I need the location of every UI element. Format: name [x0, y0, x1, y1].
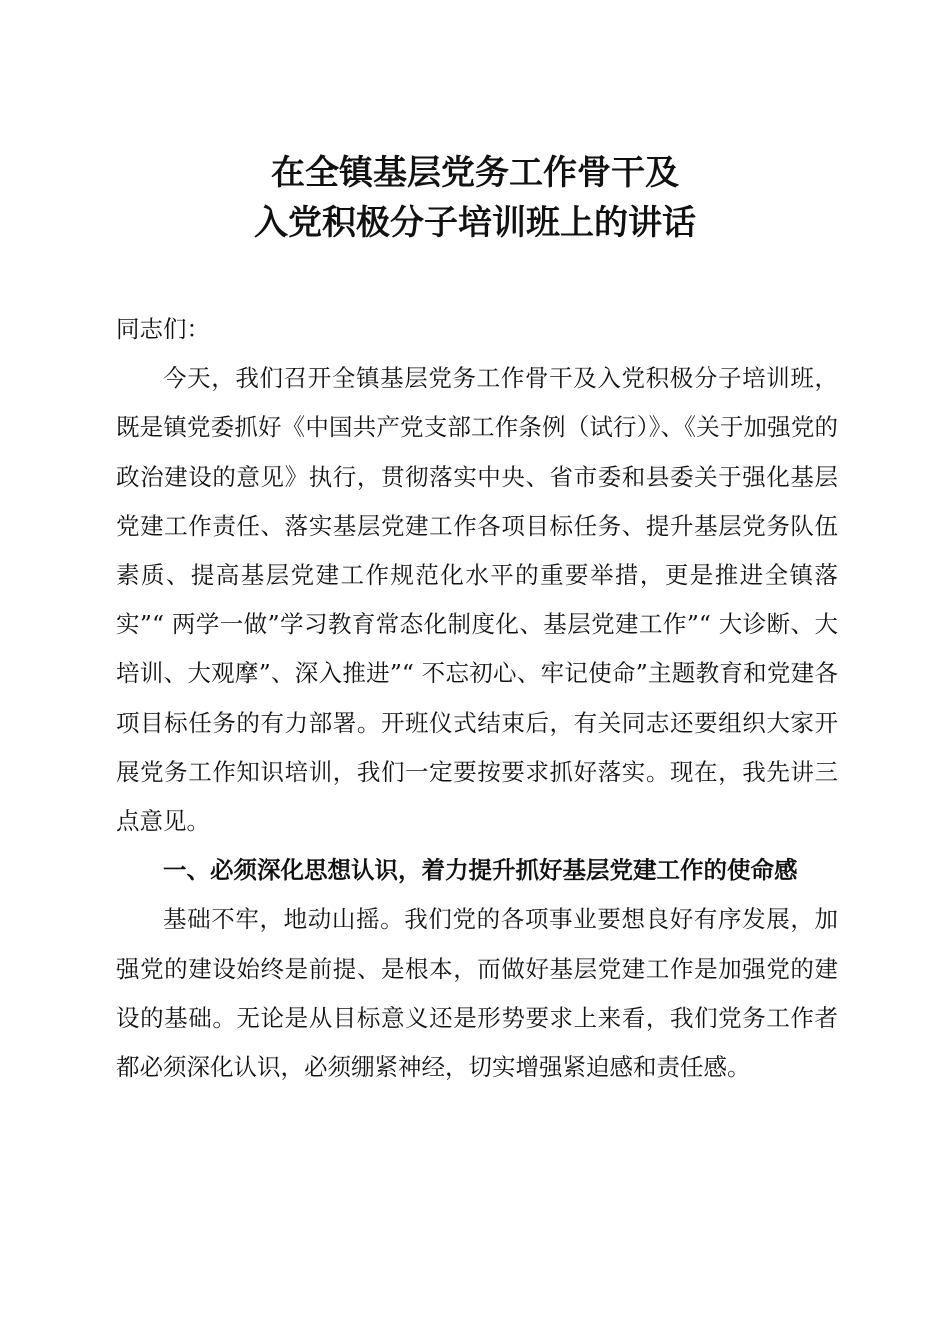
title-line-1: 在全镇基层党务工作骨干及 — [271, 153, 679, 193]
salutation: 同志们： — [116, 315, 210, 343]
document-body — [116, 305, 838, 1092]
section-heading-1: 一、必须深化思想认识，着力提升抓好基层党建工作的使命感 — [163, 856, 798, 885]
title-line-2: 入党积极分子培训班上的讲话 — [254, 203, 696, 243]
document-title — [0, 148, 950, 248]
paragraph-intro: 今天，我们召开全镇基层党务工作骨干及入党积极分子培训班，既是镇党委抓好《中国共产党支部工作条例（试行）》、《关于加强党的政治建设的意见》执行，贯彻落实中央、省市委和县委关于强化基层党建工作责任、落实基层党建工作各项目标任务、提升基层党务队伍素质、提高基层党建工作规范化水平的重要举措，更是推进全镇落实”“ 两学一做”学习教育常态化制度化、基层党建工作”“ 大诊断、大培训、大观摩”、深入推进”“ 不忘初心、牢记使命”主题教育和党建各项目标任务的有力部署。开班仪式结束后，有关同志还要组织大家开展党务工作知识培训，我们一定要按要求抓好落实。现在，我先讲三点意见。 — [116, 364, 838, 836]
paragraph-section-1: 基础不牢，地动山摇。我们党的各项事业要想良好有序发展，加强党的建设始终是前提、是根本，而做好基层党建工作是加强党的建设的基础。无论是从目标意义还是形势要求上来看，我们党务工作者都必须深化认识，必须绷紧神经，切实增强紧迫感和责任感。 — [116, 905, 838, 1082]
